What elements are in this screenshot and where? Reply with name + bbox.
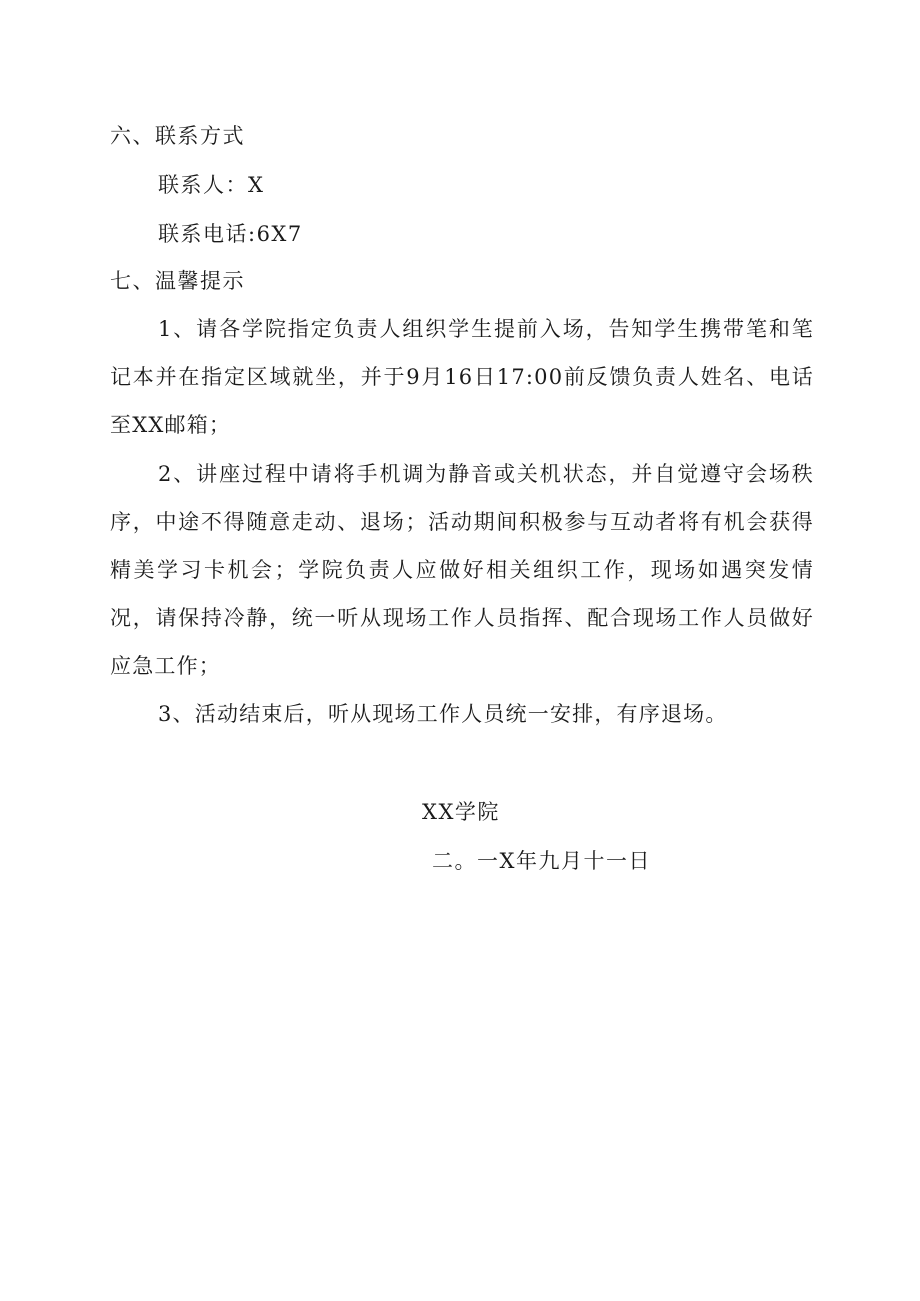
- signature-organization: XX学院: [422, 800, 500, 824]
- section-6-heading: 六、联系方式: [110, 124, 245, 148]
- tip-item-3: 3、活动结束后，听从现场工作人员统一安排，有序退场。: [158, 702, 728, 726]
- contact-person: 联系人：X: [158, 173, 265, 197]
- tip-item-1: 1、请各学院指定负责人组织学生提前入场，告知学生携带笔和笔记本并在指定区域就坐，并于9月16日17:00前反馈负责人姓名、电话至XX邮箱；: [110, 317, 814, 437]
- section-7-heading: 七、温馨提示: [110, 269, 245, 293]
- contact-phone: 联系电话:6X7: [158, 222, 303, 246]
- signature-date: 二。一X年九月十一日: [432, 849, 651, 873]
- tip-item-2: 2、讲座过程中请将手机调为静音或关机状态，并自觉遵守会场秩序，中途不得随意走动、退场；活动期间积极参与互动者将有机会获得精美学习卡机会；学院负责人应做好相关组织工作，现场如遇突发情况，请保持冷静，统一听从现场工作人员指挥、配合现场工作人员做好应急工作；: [110, 462, 814, 678]
